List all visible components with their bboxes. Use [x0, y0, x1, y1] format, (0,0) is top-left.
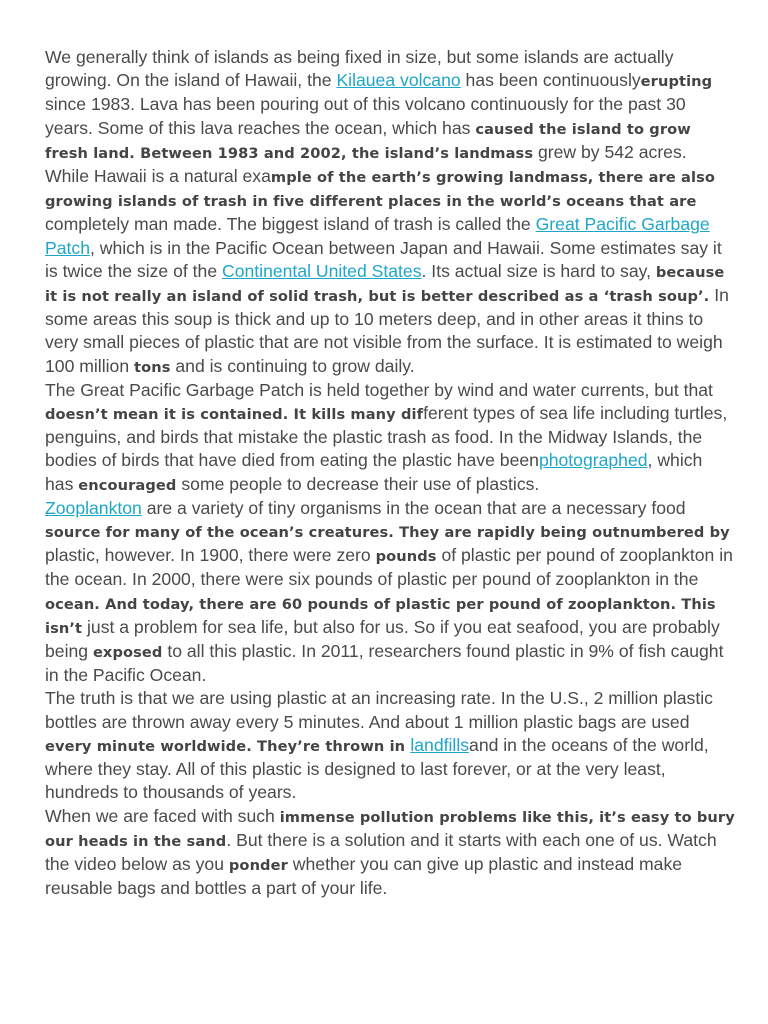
body-text: and in the oceans of the world, where they stay. All of this plastic is designed to last forever, or at the very least, hundreds to thousands of years. — [45, 734, 709, 803]
text-link[interactable]: landfills — [410, 734, 470, 755]
body-text: We generally think of islands as being fixed in size, but some islands are actually growing. On the island of Hawaii, the — [45, 47, 674, 91]
body-text: The Great Pacific Garbage Patch is held together by wind and water currents, but that — [45, 379, 713, 400]
body-text: While Hawaii is a natural exa — [45, 166, 271, 187]
article-body — [45, 46, 735, 900]
body-text: to all this plastic. In 2011, researchers found plastic in 9% of fish caught in the Pacific Ocean. — [45, 641, 724, 686]
body-text: some people to decrease their use of plastics. — [176, 473, 540, 494]
body-text: ferent types of sea life including turtles, penguins, and birds that mistake the plastic trash as food. In the Midway Islands, the bodies of birds that have died from eating the plastic have been — [45, 403, 728, 471]
bold-text: ocean. And today, there are 60 pounds of plastic per pound of zooplankton. This isn’t — [45, 595, 716, 637]
text-link[interactable]: Continental United States — [222, 260, 422, 281]
paragraph — [45, 687, 735, 804]
bold-text: doesn’t mean it is contained. It kills many dif — [45, 406, 424, 424]
paragraph — [45, 497, 735, 688]
paragraph — [45, 379, 735, 497]
bold-text: pounds — [375, 548, 437, 566]
body-text: grew by 542 acres. — [533, 141, 687, 162]
body-text: When we are faced with such — [45, 805, 280, 826]
body-text: of plastic per pound of zooplankton in the ocean. In 2000, there were six pounds of plastic per pound of zooplankton in the — [45, 545, 733, 590]
body-text: are a variety of tiny organisms in the ocean that are a necessary food — [141, 497, 686, 518]
bold-text: exposed — [92, 644, 163, 662]
body-text: The truth is that we are using plastic at an increasing rate. In the U.S., 2 million plastic bottles are thrown away every 5 minutes. And about 1 million plastic bags are used — [45, 688, 713, 732]
body-text: since 1983. Lava has been pouring out of this volcano continuously for the past 30 years. Some of this lava reaches the ocean, which has — [45, 94, 686, 138]
text-link[interactable]: Great Pacific Garbage Patch — [45, 214, 710, 258]
paragraph — [45, 46, 735, 165]
bold-text: erupting — [640, 73, 713, 91]
body-text: In some areas this soup is thick and up to 10 meters deep, and in other areas it thins to very small pieces of plastic that are not visible from the surface. It is estimated to weigh 100 million — [45, 285, 729, 376]
bold-text: ponder — [228, 856, 288, 874]
paragraph — [45, 165, 735, 379]
text-link[interactable]: Kilauea volcano — [336, 70, 461, 91]
body-text: . But there is a solution and it starts with each one of us. Watch the video below as you — [45, 829, 717, 874]
bold-text: encouraged — [78, 476, 177, 494]
bold-text: source for many of the ocean’s creatures. They are rapidly being outnumbered by — [45, 524, 730, 542]
body-text: plastic, however. In 1900, there were zero — [45, 545, 376, 566]
bold-text: every minute worldwide. They’re thrown in — [45, 737, 411, 755]
body-text: and is continuing to grow daily. — [170, 355, 415, 376]
bold-text: tons — [134, 358, 171, 376]
body-text: completely man made. The biggest island of trash is called the — [45, 214, 536, 235]
bold-text: because it is not really an island of solid trash, but is better described as a ‘trash soup’. — [45, 263, 725, 306]
text-link[interactable]: Zooplankton — [45, 497, 142, 518]
body-text: has been continuously — [460, 70, 641, 91]
bold-text: immense pollution problems like this, it’s easy to bury our heads in the sand — [45, 808, 735, 850]
bold-text: caused the island to grow fresh land. Between 1983 and 2002, the island’s landmass — [45, 120, 691, 162]
text-link[interactable]: photographed — [538, 450, 648, 471]
body-text: whether you can give up plastic and instead make reusable bags and bottles a part of your life. — [45, 853, 683, 899]
body-text: , which is in the Pacific Ocean between Japan and Hawaii. Some estimates say it is twice the size of the — [45, 237, 722, 281]
bold-text: mple of the earth’s growing landmass, there are also growing islands of trash in five different places in the world’s oceans that are — [45, 169, 715, 211]
paragraph — [45, 805, 735, 901]
body-text: . Its actual size is hard to say, — [421, 260, 656, 281]
body-text: just a problem for sea life, but also for us. So if you eat seafood, you are probably being — [45, 616, 720, 662]
body-text: , which has — [45, 450, 703, 494]
